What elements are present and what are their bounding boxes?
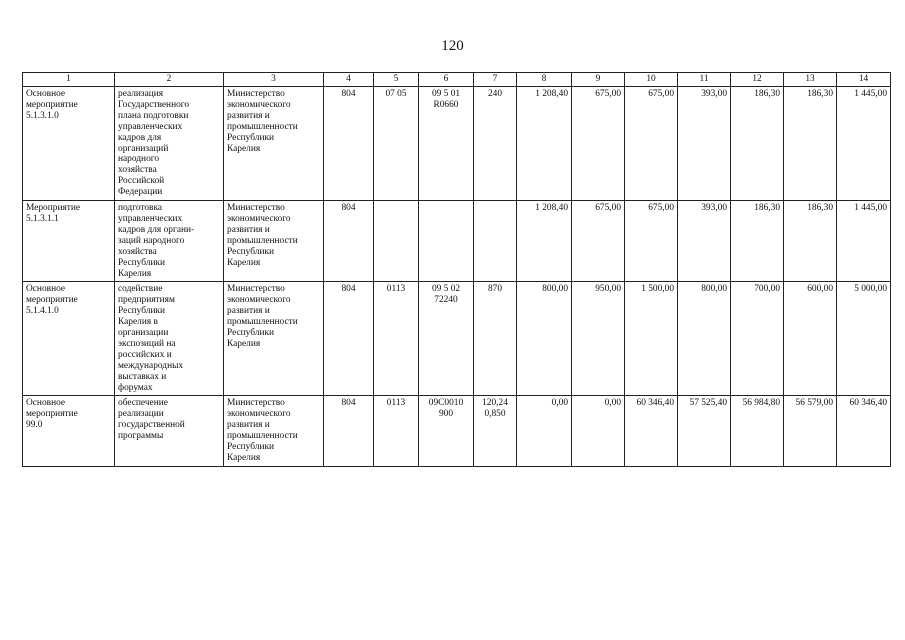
expense-type-cell: 870 <box>474 282 517 396</box>
value-cell: 675,00 <box>625 87 678 201</box>
value-cell: 393,00 <box>678 201 731 282</box>
column-header: 1 <box>23 73 115 87</box>
expense-type-cell <box>474 201 517 282</box>
activity-name-cell: Основное мероприятие 99.0 <box>23 396 115 466</box>
description-cell: подготовка управленческих кадров для органи- заций народного хозяйства Республики Карелия <box>115 201 224 282</box>
value-cell: 0,00 <box>572 396 625 466</box>
ministry-cell: Министерство экономического развития и промышленности Республики Карелия <box>224 282 324 396</box>
value-cell: 186,30 <box>731 87 784 201</box>
column-header: 4 <box>324 73 374 87</box>
value-cell: 800,00 <box>678 282 731 396</box>
value-cell: 0,00 <box>517 396 572 466</box>
ministry-cell: Министерство экономического развития и промышленности Республики Карелия <box>224 201 324 282</box>
page-number: 120 <box>441 38 464 54</box>
value-cell: 186,30 <box>731 201 784 282</box>
table-row <box>23 87 891 201</box>
value-cell: 950,00 <box>572 282 625 396</box>
ministry-cell: Министерство экономического развития и промышленности Республики Карелия <box>224 87 324 201</box>
value-cell: 1 208,40 <box>517 87 572 201</box>
value-cell: 675,00 <box>572 201 625 282</box>
value-cell: 186,30 <box>784 87 837 201</box>
table-header-row <box>23 73 891 87</box>
column-header: 10 <box>625 73 678 87</box>
section-code-cell: 0113 <box>374 396 419 466</box>
activity-name-cell: Мероприятие 5.1.3.1.1 <box>23 201 115 282</box>
table-body <box>23 87 891 467</box>
target-article-cell: 09 5 02 72240 <box>419 282 474 396</box>
value-cell: 60 346,40 <box>625 396 678 466</box>
value-cell: 56 579,00 <box>784 396 837 466</box>
value-cell: 56 984,80 <box>731 396 784 466</box>
section-code-cell: 07 05 <box>374 87 419 201</box>
column-header: 13 <box>784 73 837 87</box>
value-cell: 1 208,40 <box>517 201 572 282</box>
description-cell: обеспечение реализации государственной программы <box>115 396 224 466</box>
target-article-cell: 09С0010 900 <box>419 396 474 466</box>
value-cell: 60 346,40 <box>837 396 891 466</box>
section-code-cell <box>374 201 419 282</box>
target-article-cell <box>419 201 474 282</box>
value-cell: 800,00 <box>517 282 572 396</box>
target-article-cell: 09 5 01 R0660 <box>419 87 474 201</box>
grbs-code-cell: 804 <box>324 282 374 396</box>
grbs-code-cell: 804 <box>324 201 374 282</box>
ministry-cell: Министерство экономического развития и промышленности Республики Карелия <box>224 396 324 466</box>
table-row <box>23 201 891 282</box>
column-header: 11 <box>678 73 731 87</box>
expense-type-cell: 240 <box>474 87 517 201</box>
column-header: 3 <box>224 73 324 87</box>
value-cell: 700,00 <box>731 282 784 396</box>
value-cell: 675,00 <box>572 87 625 201</box>
column-header: 14 <box>837 73 891 87</box>
budget-table <box>22 72 891 467</box>
column-header: 8 <box>517 73 572 87</box>
section-code-cell: 0113 <box>374 282 419 396</box>
value-cell: 186,30 <box>784 201 837 282</box>
value-cell: 1 445,00 <box>837 201 891 282</box>
value-cell: 5 000,00 <box>837 282 891 396</box>
grbs-code-cell: 804 <box>324 87 374 201</box>
expense-type-cell: 120,24 0,850 <box>474 396 517 466</box>
table-row <box>23 282 891 396</box>
activity-name-cell: Основное мероприятие 5.1.4.1.0 <box>23 282 115 396</box>
column-header: 5 <box>374 73 419 87</box>
activity-name-cell: Основное мероприятие 5.1.3.1.0 <box>23 87 115 201</box>
column-header: 7 <box>474 73 517 87</box>
value-cell: 675,00 <box>625 201 678 282</box>
column-header: 2 <box>115 73 224 87</box>
value-cell: 57 525,40 <box>678 396 731 466</box>
value-cell: 1 445,00 <box>837 87 891 201</box>
column-header: 12 <box>731 73 784 87</box>
column-header: 9 <box>572 73 625 87</box>
grbs-code-cell: 804 <box>324 396 374 466</box>
value-cell: 600,00 <box>784 282 837 396</box>
description-cell: реализация Государственного плана подготовки управленческих кадров для организаций народного хозяйства Российской Федерации <box>115 87 224 201</box>
column-header: 6 <box>419 73 474 87</box>
value-cell: 1 500,00 <box>625 282 678 396</box>
value-cell: 393,00 <box>678 87 731 201</box>
description-cell: содействие предприятиям Республики Карелия в организации экспозиций на российских и международных выставках и форумах <box>115 282 224 396</box>
table-row <box>23 396 891 466</box>
